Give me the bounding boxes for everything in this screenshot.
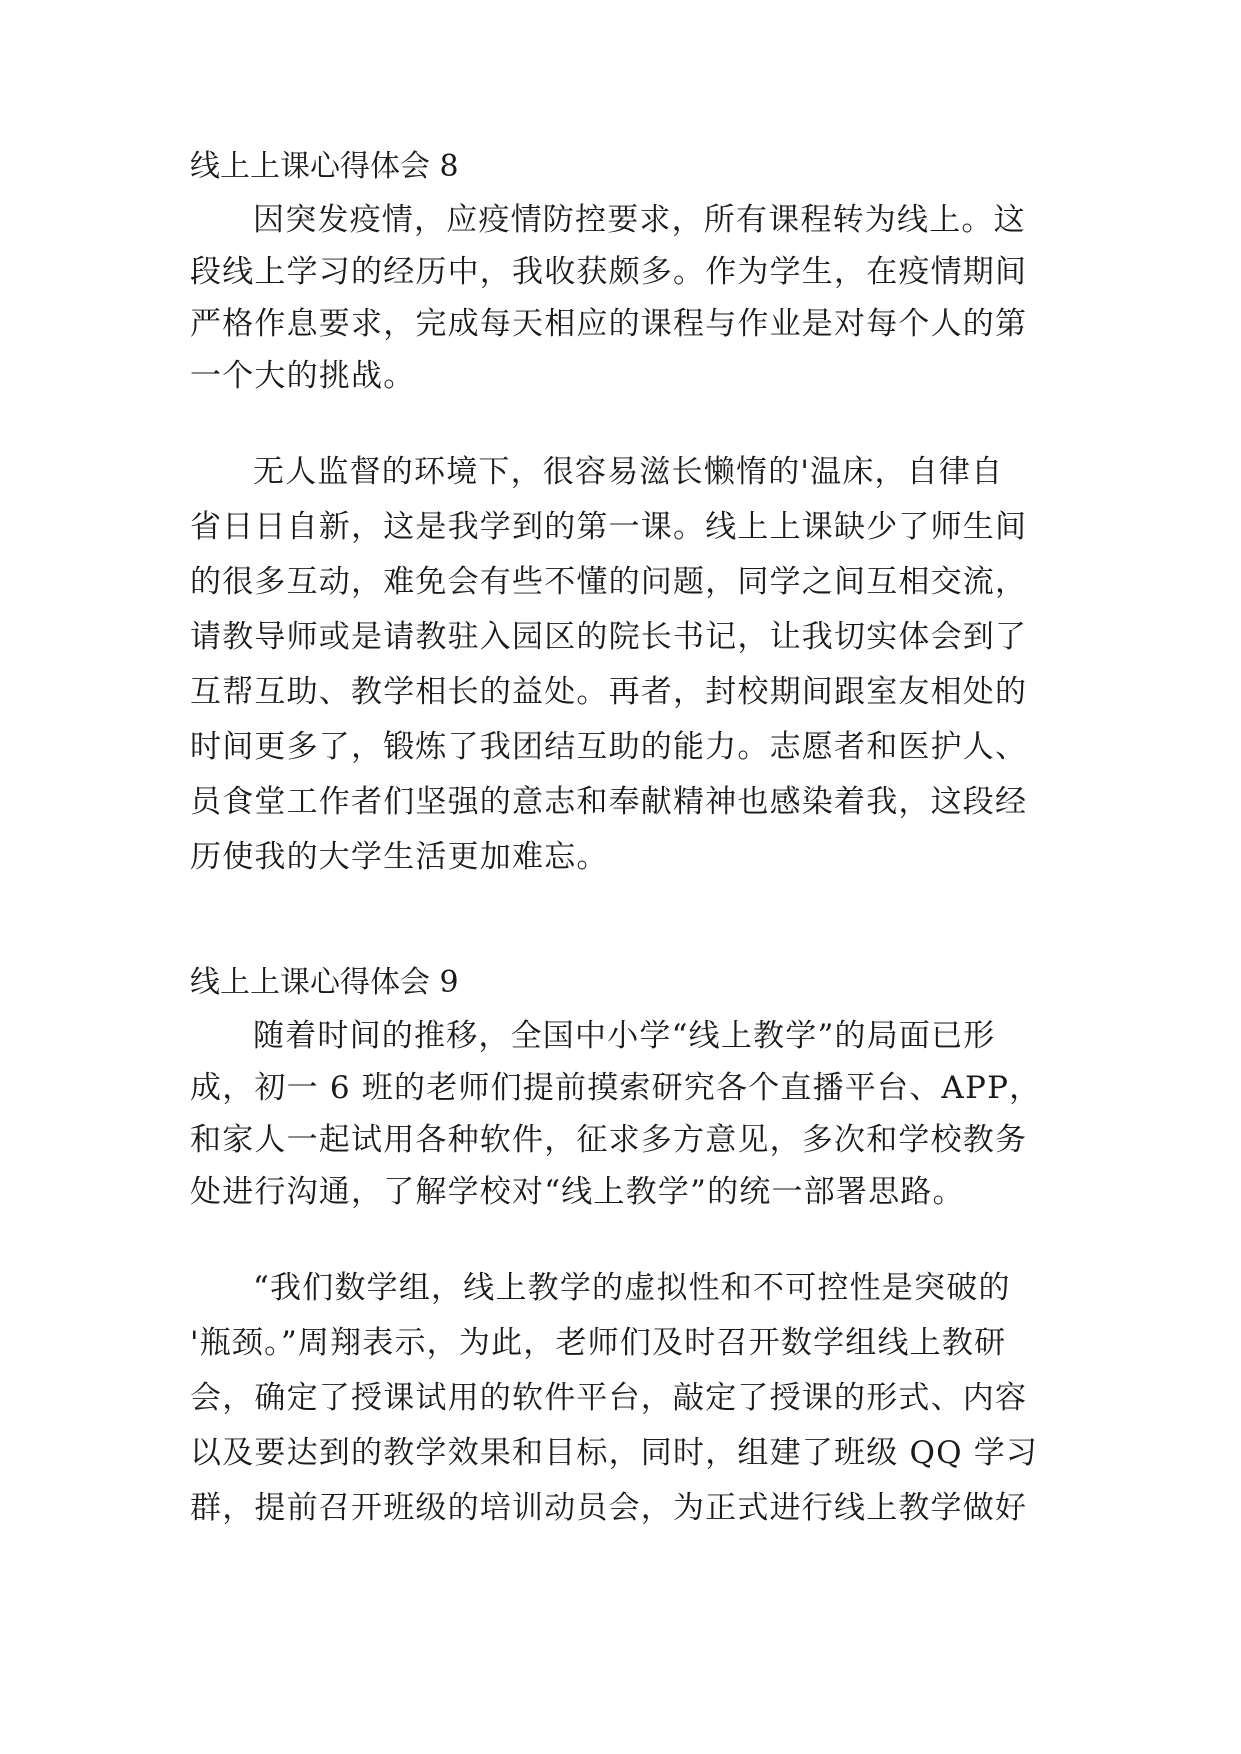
paragraph-line: '瓶颈。”周翔表示，为此，老师们及时召开数学组线上教研 bbox=[190, 1325, 1007, 1361]
section-title: 线上上课心得体会 9 bbox=[190, 965, 459, 1000]
paragraph-line: 无人监督的环境下，很容易滋长懒惰的'温床，自律自 bbox=[253, 454, 1004, 490]
paragraph-line: 随着时间的推移，全国中小学“线上教学”的局面已形 bbox=[253, 1018, 996, 1054]
paragraph-line: 因突发疫情，应疫情防控要求，所有课程转为线上。这 bbox=[253, 202, 1026, 238]
paragraph-line: 请教导师或是请教驻入园区的院长书记，让我切实体会到了 bbox=[190, 619, 1028, 655]
paragraph-line: 成，初一 6 班的老师们提前摸索研究各个直播平台、APP， bbox=[190, 1070, 1042, 1106]
paragraph-line: 时间更多了，锻炼了我团结互助的能力。志愿者和医护人、 bbox=[190, 729, 1028, 765]
paragraph-line: 会，确定了授课试用的软件平台，敲定了授课的形式、内容 bbox=[190, 1380, 1028, 1416]
paragraph-line: 以及要达到的教学效果和目标，同时，组建了班级 QQ 学习 bbox=[190, 1435, 1039, 1471]
paragraph-line: 群，提前召开班级的培训动员会，为正式进行线上教学做好 bbox=[190, 1490, 1028, 1526]
paragraph-line: “我们数学组，线上教学的虚拟性和不可控性是突破的 bbox=[253, 1270, 1011, 1306]
paragraph-line: 严格作息要求，完成每天相应的课程与作业是对每个人的第 bbox=[190, 306, 1028, 342]
paragraph-line: 段线上学习的经历中，我收获颇多。作为学生，在疫情期间 bbox=[190, 254, 1028, 290]
paragraph-line: 省日日自新，这是我学到的第一课。线上上课缺少了师生间 bbox=[190, 509, 1028, 545]
paragraph-line: 一个大的挑战。 bbox=[190, 358, 416, 394]
section-title: 线上上课心得体会 8 bbox=[190, 149, 459, 184]
paragraph-line: 和家人一起试用各种软件，征求多方意见，多次和学校教务 bbox=[190, 1122, 1028, 1158]
paragraph-line: 员食堂工作者们坚强的意志和奉献精神也感染着我，这段经 bbox=[190, 784, 1028, 820]
paragraph-line: 处进行沟通，了解学校对“线上教学”的统一部署思路。 bbox=[190, 1174, 965, 1210]
paragraph-line: 历使我的大学生活更加难忘。 bbox=[190, 839, 609, 875]
paragraph-line: 互帮互助、教学相长的益处。再者，封校期间跟室友相处的 bbox=[190, 674, 1028, 710]
paragraph-line: 的很多互动，难免会有些不懂的问题，同学之间互相交流， bbox=[190, 564, 1028, 600]
